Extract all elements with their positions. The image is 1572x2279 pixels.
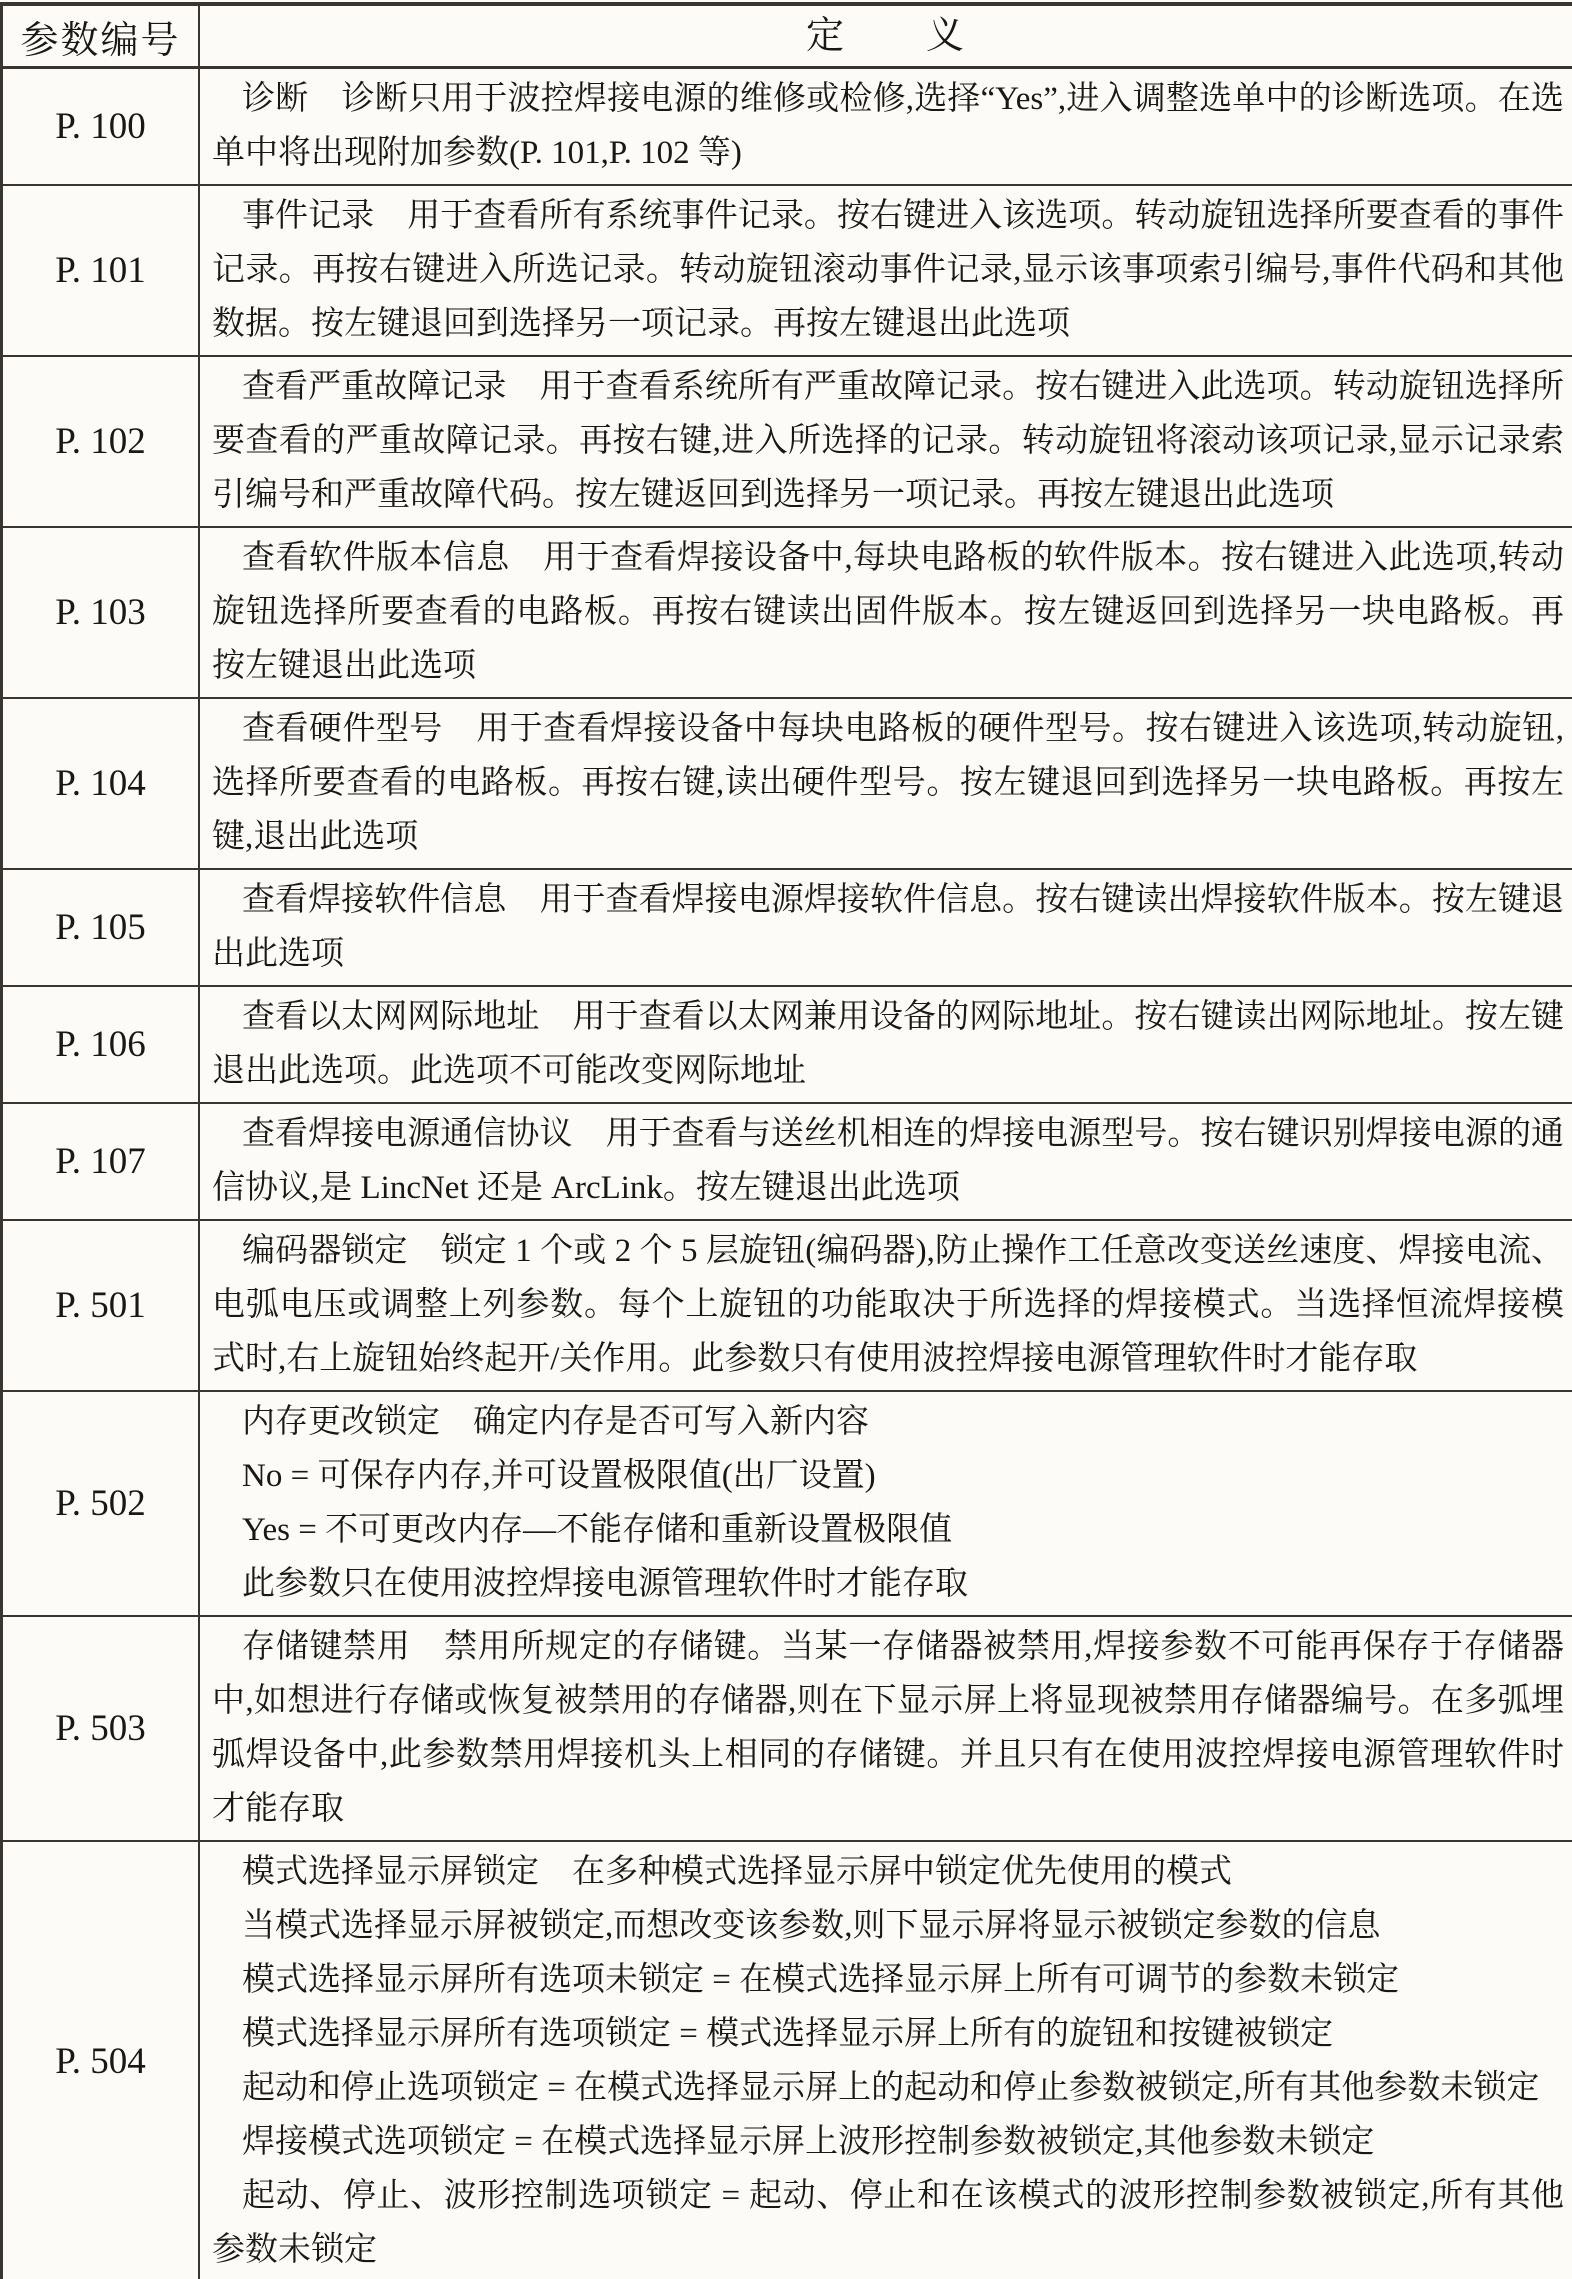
table-row <box>3 1104 1572 1221</box>
definition-paragraph: No = 可保存内存,并可设置极限值(出厂设置) <box>242 1458 876 1494</box>
definition-cell <box>200 1104 1572 1219</box>
table-row <box>3 1392 1572 1617</box>
definition-cell <box>200 870 1572 985</box>
parameter-definition-table <box>0 2 1572 2279</box>
table-header-row <box>3 6 1572 69</box>
definition-paragraph: 焊接模式选项锁定 = 在模式选择显示屏上波形控制参数被锁定,其他参数未锁定 <box>242 2124 1375 2160</box>
parameter-number-cell: P. 103 <box>3 528 200 697</box>
table-row <box>3 1842 1572 2279</box>
definition-cell <box>200 1842 1572 2279</box>
definition-paragraph: 查看焊接软件信息 用于查看焊接电源焊接软件信息。按右键读出焊接软件版本。按左键退出此选项 <box>212 882 1564 972</box>
definition-paragraph: 存储键禁用 禁用所规定的存储键。当某一存储器被禁用,焊接参数不可能再保存于存储器中,如想进行存储或恢复被禁用的存储器,则在下显示屏上将显现被禁用存储器编号。在多弧埋弧焊设备中,此参数禁用焊接机头上相同的存储键。并且只有在使用波控焊接电源管理软件时才能存取 <box>212 1629 1564 1827</box>
parameter-number-cell: P. 501 <box>3 1221 200 1390</box>
table-row <box>3 1617 1572 1842</box>
definition-cell <box>200 1392 1572 1615</box>
definition-paragraph: Yes = 不可更改内存—不能存储和重新设置极限值 <box>242 1512 953 1548</box>
definition-paragraph: 查看软件版本信息 用于查看焊接设备中,每块电路板的软件版本。按右键进入此选项,转动旋钮选择所要查看的电路板。再按右键读出固件版本。按左键返回到选择另一块电路板。再按左键退出此选项 <box>212 540 1564 684</box>
definition-cell <box>200 1617 1572 1840</box>
parameter-number-cell: P. 101 <box>3 186 200 355</box>
parameter-number-cell: P. 104 <box>3 699 200 868</box>
definition-cell <box>200 528 1572 697</box>
definition-paragraph: 当模式选择显示屏被锁定,而想改变该参数,则下显示屏将显示被锁定参数的信息 <box>242 1908 1381 1944</box>
column-header-parameter-number: 参数编号 <box>3 6 200 66</box>
parameter-number-cell: P. 102 <box>3 357 200 526</box>
parameter-number-cell: P. 106 <box>3 987 200 1102</box>
definition-cell <box>200 357 1572 526</box>
parameter-number-cell: P. 100 <box>3 69 200 184</box>
parameter-number-cell: P. 503 <box>3 1617 200 1840</box>
definition-paragraph: 查看严重故障记录 用于查看系统所有严重故障记录。按右键进入此选项。转动旋钮选择所要查看的严重故障记录。再按右键,进入所选择的记录。转动旋钮将滚动该项记录,显示记录索引编号和严重故障代码。按左键返回到选择另一项记录。再按左键退出此选项 <box>212 369 1564 513</box>
column-header-definition: 定 义 <box>805 15 966 57</box>
definition-cell <box>200 186 1572 355</box>
table-row <box>3 186 1572 357</box>
definition-paragraph: 查看以太网网际地址 用于查看以太网兼用设备的网际地址。按右键读出网际地址。按左键退出此选项。此选项不可能改变网际地址 <box>212 999 1564 1089</box>
parameter-number-cell: P. 107 <box>3 1104 200 1219</box>
definition-paragraph: 编码器锁定 锁定 1 个或 2 个 5 层旋钮(编码器),防止操作工任意改变送丝速度、焊接电流、电弧电压或调整上列参数。每个上旋钮的功能取决于所选择的焊接模式。当选择恒流焊接模式时,右上旋钮始终起开/关作用。此参数只有使用波控焊接电源管理软件时才能存取 <box>212 1233 1564 1377</box>
table-row <box>3 1221 1572 1392</box>
table-row <box>3 699 1572 870</box>
definition-paragraph: 查看焊接电源通信协议 用于查看与送丝机相连的焊接电源型号。按右键识别焊接电源的通信协议,是 LincNet 还是 ArcLink。按左键退出此选项 <box>212 1116 1564 1206</box>
definition-paragraph: 模式选择显示屏锁定 在多种模式选择显示屏中锁定优先使用的模式 <box>242 1854 1232 1890</box>
definition-paragraph: 起动、停止、波形控制选项锁定 = 起动、停止和在该模式的波形控制参数被锁定,所有其他参数未锁定 <box>212 2178 1564 2268</box>
table-row <box>3 357 1572 528</box>
definition-paragraph: 模式选择显示屏所有选项锁定 = 模式选择显示屏上所有的旋钮和按键被锁定 <box>242 2016 1334 2052</box>
definition-cell <box>200 699 1572 868</box>
definition-paragraph: 内存更改锁定 确定内存是否可写入新内容 <box>242 1404 869 1440</box>
definition-paragraph: 此参数只在使用波控焊接电源管理软件时才能存取 <box>242 1566 968 1602</box>
definition-paragraph: 起动和停止选项锁定 = 在模式选择显示屏上的起动和停止参数被锁定,所有其他参数未锁定 <box>242 2070 1540 2106</box>
table-row <box>3 870 1572 987</box>
definition-paragraph: 诊断 诊断只用于波控焊接电源的维修或检修,选择“Yes”,进入调整选单中的诊断选项。在选单中将出现附加参数(P. 101,P. 102 等) <box>212 81 1564 171</box>
definition-paragraph: 查看硬件型号 用于查看焊接设备中每块电路板的硬件型号。按右键进入该选项,转动旋钮,选择所要查看的电路板。再按右键,读出硬件型号。按左键退回到选择另一块电路板。再按左键,退出此选项 <box>212 711 1564 855</box>
definition-cell <box>200 69 1572 184</box>
parameter-number-cell: P. 502 <box>3 1392 200 1615</box>
parameter-number-cell: P. 504 <box>3 1842 200 2279</box>
table-row <box>3 528 1572 699</box>
table-body <box>3 69 1572 2279</box>
definition-cell <box>200 1221 1572 1390</box>
table-row <box>3 987 1572 1104</box>
parameter-number-cell: P. 105 <box>3 870 200 985</box>
definition-paragraph: 模式选择显示屏所有选项未锁定 = 在模式选择显示屏上所有可调节的参数未锁定 <box>242 1962 1400 1998</box>
table-row <box>3 69 1572 186</box>
definition-paragraph: 事件记录 用于查看所有系统事件记录。按右键进入该选项。转动旋钮选择所要查看的事件记录。再按右键进入所选记录。转动旋钮滚动事件记录,显示该事项索引编号,事件代码和其他数据。按左键退回到选择另一项记录。再按左键退出此选项 <box>212 198 1564 342</box>
definition-cell <box>200 987 1572 1102</box>
